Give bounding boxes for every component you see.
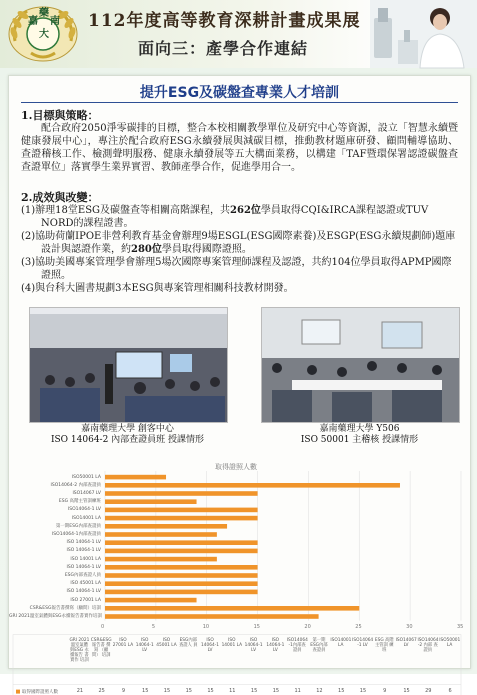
chart-title: 取得證照人數 [215,463,257,471]
lab-researcher-photo [370,0,477,68]
chart-bar [105,557,217,562]
outcome-item: (3)協助美國專案管理學會辦理5場次國際專案管理師課程及認證，共約104位學員取得APMP國際證照。 [21,257,452,281]
x-tick-label: 15 [253,623,260,630]
chart-bar [105,573,258,578]
logo-char: 藥 [39,8,49,19]
table-value-cell: 15 [403,687,410,694]
chart-bar [105,606,359,611]
logo-char: 大 [39,29,49,40]
category-label: ISO14064-2 內部查證員 [50,482,101,488]
category-label: ISO14064-1內部查證員 [51,531,101,537]
category-label: ISO 14064-1 LV [66,548,101,554]
table-header-cell: ISO 14064-1 LV [201,637,220,653]
main-title: 提升ESG及碳盤查專業人才培訓 [139,85,340,101]
category-label: ISO 27001 LA [70,597,101,603]
table-value-cell: 15 [338,687,345,694]
chart-bar [105,581,258,586]
table-value-cell: 9 [383,687,387,694]
chart-bar [105,565,258,570]
table-value-cell: 15 [359,687,367,694]
table-header-cell: ESG內部 查證人 員 [178,637,198,648]
chart-bar [105,614,319,619]
table-header-cell: ISO 14001 LA [221,637,243,648]
series-name: 取得國際證照人數 [22,689,58,695]
chart-bar [105,598,197,603]
legend-swatch [16,690,20,694]
category-label: ISO14067 LV [72,490,101,496]
table-value-cell: 9 [121,687,126,694]
category-label: ISO14064-1 LV [67,507,101,513]
chart-bar [105,475,166,480]
category-label: ISO14001 LA [71,515,101,521]
x-tick-label: 0 [101,623,105,630]
category-label: 第一期ESG內部查證員 [55,523,101,529]
table-header-cell: ISO14064 -2 內部 查證員 [417,637,439,653]
table-header-cell: ISO14064 -1內部查 證員 [286,637,308,653]
table-value-cell: 15 [272,687,280,694]
outcome-item: (4)與台科大圖書規劃3本ESG與專案管理相關科技教材開發。 [21,283,294,294]
table-value-cell: 21 [76,687,84,694]
x-tick-label: 20 [304,623,311,630]
chart-bar [105,499,197,504]
table-value-cell: 15 [142,687,149,694]
table-header-cell: GRI 2021 溫室氣體 與ESG 永續報告 書實作 培訓 [69,637,90,663]
category-label: ISO 14064-1 LV [66,589,101,595]
logo-char: 南 [50,16,60,27]
university-logo [5,3,81,63]
table-header-cell: ISO14001 LA [330,637,352,648]
table-header-cell: ESG 高階 主管訓 練班 [374,637,394,653]
section-body: 配合政府2050淨零碳排的目標，整合本校相關教學單位及研究中心等資源，設立「智慧永續暨健康發展中心」，專注於配合政府ESG永續發展與減碳目標，推動教材題庫研發、顧問輔導協助、查證稽核工作、檢測聲明服務、健康永續發展等五大構面業務，以構建「TAF暨環保署認證碳盤查查證單位」落實學生業界實習、教師產學合作，促進學用合一。 [21,123,458,173]
chart-bar [105,532,217,537]
x-tick-label: 30 [406,623,413,630]
certification-bar-chart [9,76,470,668]
outcome-item: (2)協助荷蘭IPOE非營利教育基金會辦理9場ESGL(ESG國際素養)及ESGP(ESG永續規劃師)題庫設計與認證作業，約280位學員取得國際證照。 [21,231,456,255]
x-tick-label: 10 [202,623,210,630]
table-header-cell: ISO14064 -1 LV [352,637,374,648]
category-label: ISO 14064-1 LV [66,564,101,570]
photo-caption: 嘉南藥理大學 Y506 ISO 50001 主稽核 授課情形 [300,424,419,445]
category-label: ESG內部查證人員 [64,572,101,578]
category-label: ISO50001 LA [71,474,101,480]
table-value-cell: 15 [250,687,258,694]
chart-bar [105,508,258,513]
table-header-cell: ISO 45001 LA [156,637,177,648]
chart-bar [105,491,258,496]
chart-bar [105,483,400,488]
x-tick-label: 35 [457,623,464,630]
table-value-cell: 15 [207,687,214,694]
table-value-cell: 29 [425,687,432,694]
chart-bar [105,540,258,545]
table-header-cell: ISO14067 LV [395,637,417,648]
table-value-cell: 25 [98,687,105,694]
poster-header [0,0,477,68]
category-label: CSR&ESG報告書撰寫（顧問）培訓 [29,605,101,611]
chart-bar [105,524,227,529]
chart-bar [105,516,258,521]
section-heading: 1.目標與策略： [21,109,99,122]
table-header-cell: ISO 14064-1 LV [135,637,154,653]
photo-caption: 嘉南藥理大學 創客中心 ISO 14064-2 內部查證員班 授課情形 [50,424,205,445]
x-tick-label: 25 [355,623,362,630]
table-value-cell: 15 [185,687,192,694]
table-value-cell: 11 [294,687,301,694]
category-label: ISO 14064-1 LV [66,540,101,546]
chart-bar [105,590,258,595]
table-header-cell: CSR&ESG 報告書 撰寫 （顧問） 培訓 [90,637,112,658]
logo-char: 嘉 [28,16,38,27]
section-heading: 2.成效與改變： [21,191,99,204]
table-value-cell: 6 [448,687,452,694]
category-label: GRI 2021溫室氣體與ESG永續報告書實作培訓 [9,613,103,619]
table-header-cell: ISO 27001 LA [112,637,134,648]
category-label: ISO 45001 LA [70,581,101,587]
table-value-cell: 11 [229,687,236,694]
table-header-cell: 第一期 ESG內部 查證員 [310,637,328,653]
category-label: ISO 14001 LA [70,556,101,562]
table-header-cell: ISO 14064-1 LV [266,637,285,653]
content-panel [8,75,471,695]
table-header-cell: ISO50001 LA [439,637,461,648]
chart-bar [105,549,258,554]
outcome-item: (1)辦理18堂ESG及碳盤查等相關高階課程，共262位學員取得CQI&IRCA課程認證或TUV NORD的課程證書。 [21,205,429,229]
table-value-cell: 15 [163,687,171,694]
poster-title: 112年度高等教育深耕計畫成果展 [88,11,361,31]
table-header-cell: ISO 14064-1 LV [244,637,263,653]
table-value-cell: 12 [316,687,323,694]
poster-subtitle: 面向三：產學合作連結 [137,39,308,58]
x-tick-label: 5 [151,623,156,630]
category-label: ESG 高階主管訓練班 [58,499,101,505]
